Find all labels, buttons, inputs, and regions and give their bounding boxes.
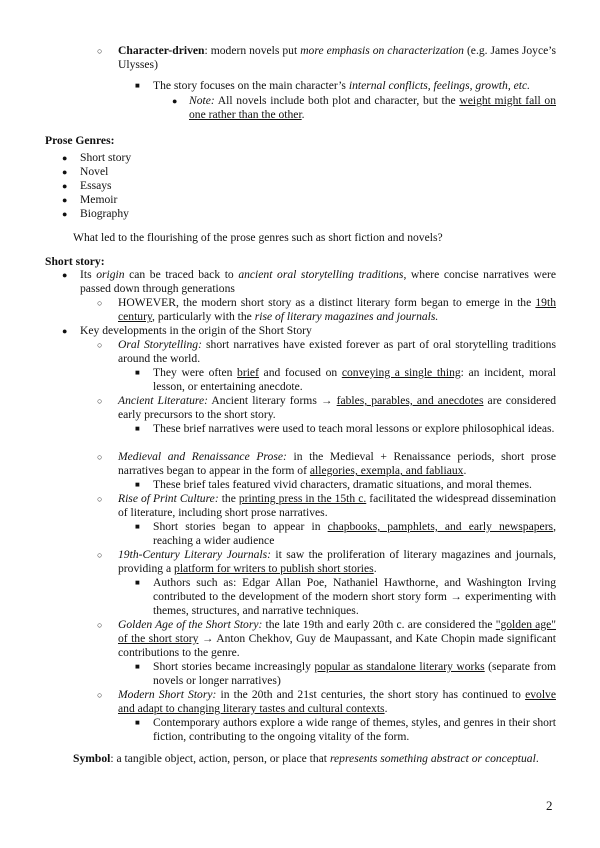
bullet-square: ■	[135, 368, 140, 377]
bullet-square: ■	[135, 662, 140, 671]
symbol-definition: Symbol: a tangible object, action, person, or place that represents something abstract or conceptual.	[73, 752, 539, 765]
bullet-disc: ●	[62, 209, 68, 219]
bullet-disc: ●	[62, 270, 68, 280]
bullet-circle: ○	[97, 620, 103, 630]
prose-genre-item: Memoir	[80, 193, 118, 206]
bullet-disc: ●	[172, 96, 178, 106]
bullet-circle: ○	[97, 46, 103, 56]
journals-sub-item: Authors such as: Edgar Allan Poe, Nathaniel Hawthorne, and Washington Irving contributed to the development of the modern short story form → experimenting with themes, structures, and narrative techniques.	[153, 576, 556, 618]
golden-age-item: Golden Age of the Short Story: the late 19th and early 20th c. are considered the "golden age" of the short story → Anton Chekhov, Guy de Maupassant, and Kate Chopin made significant contributions to the genre.	[118, 618, 557, 660]
bullet-circle: ○	[97, 298, 103, 308]
print-culture-item: Rise of Print Culture: the printing press in the 15th c. facilitated the widespread dissemination of literature, including short prose narratives.	[118, 492, 556, 520]
modern-short-story-item: Modern Short Story: in the 20th and 21st centuries, the short story has continued to evolve and adapt to changing literary tastes and cultural contexts.	[118, 688, 556, 716]
bullet-square: ■	[135, 480, 140, 489]
literary-journals-item: 19th-Century Literary Journals: it saw the proliferation of literary magazines and journals, providing a platform for writers to publish short stories.	[118, 548, 557, 576]
however-item: HOWEVER, the modern short story as a distinct literary form began to emerge in the 19th century, particularly with the rise of literary magazines and journals.	[118, 296, 556, 324]
ancient-sub-item: These brief narratives were used to teach moral lessons or explore philosophical ideas.	[153, 422, 555, 435]
bullet-circle: ○	[97, 690, 103, 700]
bullet-disc: ●	[62, 153, 68, 163]
bullet-circle: ○	[97, 550, 103, 560]
origin-item: Its origin can be traced back to ancient oral storytelling traditions, where concise narratives were passed down through generations	[80, 268, 556, 296]
page-number: 2	[546, 798, 553, 813]
term-label: Character-driven	[118, 44, 205, 57]
oral-storytelling-item: Oral Storytelling: short narratives have existed forever as part of oral storytelling traditions around the world.	[118, 338, 556, 366]
prose-genres-heading: Prose Genres:	[45, 134, 115, 147]
bullet-circle: ○	[97, 494, 103, 504]
prose-question: What led to the flourishing of the prose genres such as short fiction and novels?	[73, 231, 443, 244]
bullet-square: ■	[135, 81, 140, 90]
prose-genre-item: Novel	[80, 165, 109, 178]
prose-genre-item: Biography	[80, 207, 129, 220]
golden-sub-item: Short stories became increasingly popular as standalone literary works (separate from novels or longer narratives)	[153, 660, 557, 688]
bullet-square: ■	[135, 718, 140, 727]
print-sub-item: Short stories began to appear in chapbooks, pamphlets, and early newspapers, reaching a wider audience	[153, 520, 556, 548]
bullet-circle: ○	[97, 452, 103, 462]
story-focus-item: The story focuses on the main character’s internal conflicts, feelings, growth, etc.	[153, 79, 531, 92]
character-driven-item: Character-driven: modern novels put more emphasis on characterization (e.g. James Joyce’s Ulysses)	[118, 44, 556, 72]
note-item: Note: All novels include both plot and character, but the weight might fall on one rather than the other.	[189, 94, 556, 122]
bullet-circle: ○	[97, 396, 103, 406]
bullet-circle: ○	[97, 340, 103, 350]
bullet-disc: ●	[62, 167, 68, 177]
bullet-disc: ●	[62, 195, 68, 205]
prose-genre-item: Essays	[80, 179, 112, 192]
bullet-square: ■	[135, 424, 140, 433]
bullet-square: ■	[135, 522, 140, 531]
key-developments-item: Key developments in the origin of the Short Story	[80, 324, 312, 337]
bullet-disc: ●	[62, 181, 68, 191]
prose-genre-item: Short story	[80, 151, 132, 164]
short-story-heading: Short story:	[45, 255, 105, 268]
bullet-disc: ●	[62, 326, 68, 336]
ancient-literature-item: Ancient Literature: Ancient literary forms → fables, parables, and anecdotes are considered early precursors to the short story.	[118, 394, 557, 422]
oral-sub-item: They were often brief and focused on conveying a single thing: an incident, moral lesson, or entertaining anecdote.	[153, 366, 556, 394]
modern-sub-item: Contemporary authors explore a wide range of themes, styles, and genres in their short fiction, contributing to the ongoing vitality of the form.	[153, 716, 556, 744]
medieval-prose-item: Medieval and Renaissance Prose: in the Medieval + Renaissance periods, short prose narratives began to appear in the form of allegories, exempla, and fabliaux.	[118, 450, 556, 478]
bullet-square: ■	[135, 578, 140, 587]
medieval-sub-item: These brief tales featured vivid characters, dramatic situations, and moral themes.	[153, 478, 532, 491]
